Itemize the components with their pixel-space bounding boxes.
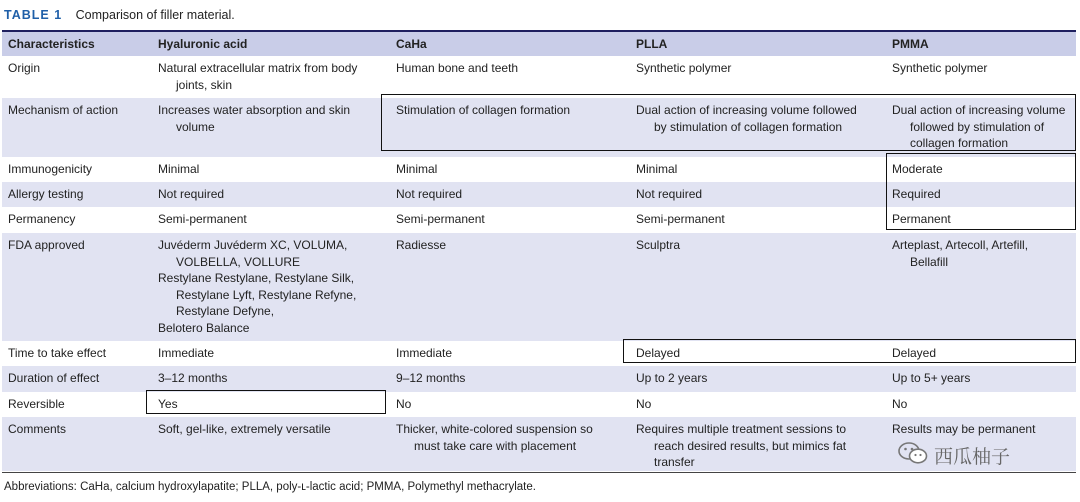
table-cell: [630, 207, 886, 233]
highlight-box-reversible: [146, 390, 386, 414]
highlight-box-pmma: [886, 153, 1076, 230]
cell-line: Delayed: [892, 346, 937, 360]
table-cell: [630, 417, 886, 471]
table-cell: [152, 341, 390, 366]
cell-line: No: [396, 397, 412, 411]
table-cell: [390, 157, 630, 182]
cell-line: No: [636, 397, 652, 411]
cell-line: Not required: [158, 187, 225, 201]
cell-line: Semi-permanent: [636, 212, 725, 226]
table-cell: [630, 366, 886, 392]
cell-line: 3–12 months: [158, 371, 228, 385]
cell-line: Semi-permanent: [158, 212, 247, 226]
cell-line: Up to 5+ years: [892, 371, 971, 385]
cell-line: Radiesse: [396, 238, 447, 252]
highlight-box-mechanism: [381, 94, 1076, 151]
row-label-cell: Immunogenicity: [8, 162, 93, 176]
cell-line: Delayed: [636, 346, 681, 360]
cell-line: Synthetic polymer: [892, 61, 988, 75]
table-bottom-rule: [2, 472, 1076, 473]
row-label-cell: Reversible: [8, 397, 65, 411]
table-cell: [630, 157, 886, 182]
table-cell: [390, 56, 630, 98]
cell-line: followed by stimulation of: [910, 119, 1045, 134]
cell-line: Dual action of increasing volume: [892, 103, 1066, 117]
row-label-cell: FDA approved: [8, 238, 85, 252]
cell-line: Permanent: [892, 212, 951, 226]
cell-line: Minimal: [396, 162, 438, 176]
cell-line: Juvéderm Juvéderm XC, VOLUMA,: [158, 238, 348, 252]
table-cell: [152, 366, 390, 392]
table-cell: [390, 233, 630, 341]
cell-line: 9–12 months: [396, 371, 466, 385]
table-cell: [390, 392, 630, 417]
cell-line: Minimal: [636, 162, 678, 176]
table-cell: [630, 56, 886, 98]
cell-line: Not required: [636, 187, 703, 201]
table-cell: [152, 157, 390, 182]
cell-line: Not required: [396, 187, 463, 201]
header-cell: PLLA: [630, 31, 886, 56]
cell-line: volume: [176, 119, 215, 134]
cell-line: Soft, gel-like, extremely versatile: [158, 422, 331, 436]
table-cell: [886, 366, 1076, 392]
cell-line: Stimulation of collagen formation: [396, 103, 571, 117]
cell-line: No: [892, 397, 908, 411]
table-header-row: [2, 31, 1076, 56]
table-cell: [390, 182, 630, 207]
cell-line: Yes: [158, 397, 178, 411]
table-cell: [152, 207, 390, 233]
cell-line: transfer: [654, 455, 695, 469]
cell-line: Up to 2 years: [636, 371, 708, 385]
row-label-cell: Permanency: [8, 212, 76, 226]
cell-line: must take care with placement: [414, 438, 577, 453]
highlight-box-delayed: [623, 339, 1076, 363]
watermark-text: 西瓜柚子: [934, 446, 1011, 468]
cell-line: Required: [892, 187, 941, 201]
row-label-cell: Time to take effect: [8, 346, 107, 360]
table-cell: [152, 182, 390, 207]
cell-line: Dual action of increasing volume followed: [636, 103, 857, 117]
table-caption-text: Comparison of filler material.: [75, 8, 235, 22]
table-cell: [152, 56, 390, 98]
header-cell: Hyaluronic acid: [152, 31, 390, 56]
cell-line: Sculptra: [636, 238, 681, 252]
cell-line: Immediate: [158, 346, 215, 360]
table-row: [2, 233, 1076, 341]
cell-line: VOLBELLA, VOLLURE: [176, 254, 301, 269]
watermark: [898, 441, 1010, 470]
cell-line: reach desired results, but mimics fat: [654, 438, 847, 453]
table-cell: [886, 392, 1076, 417]
table-row: [2, 366, 1076, 392]
row-label-cell: Allergy testing: [8, 187, 84, 201]
cell-line: Arteplast, Artecoll, Artefill,: [892, 238, 1029, 252]
cell-line: Moderate: [892, 162, 943, 176]
table-cell: [630, 182, 886, 207]
table-cell: [886, 233, 1076, 341]
cell-line: collagen formation: [910, 136, 1009, 150]
cell-line: Thicker, white-colored suspension so: [396, 422, 593, 436]
cell-line: Minimal: [158, 162, 200, 176]
cell-line: Requires multiple treatment sessions to: [636, 422, 847, 436]
table-cell: [152, 233, 390, 341]
cell-line: Immediate: [396, 346, 453, 360]
table-cell: [152, 417, 390, 471]
table-caption: [4, 8, 235, 22]
table-cell: [630, 233, 886, 341]
cell-line: Results may be permanent: [892, 422, 1036, 436]
cell-line: Restylane Restylane, Restylane Silk,: [158, 271, 355, 285]
row-label-cell: Mechanism of action: [8, 103, 119, 117]
table-cell: [390, 341, 630, 366]
row-label-cell: Comments: [8, 422, 67, 436]
header-cell: PMMA: [886, 31, 1076, 56]
cell-line: Restylane Lyft, Restylane Refyne,: [176, 287, 357, 302]
header-cell: CaHa: [390, 31, 630, 56]
table-cell: [630, 392, 886, 417]
cell-line: Belotero Balance: [158, 320, 250, 335]
table-label: TABLE 1: [4, 8, 63, 22]
table-cell: [390, 366, 630, 392]
table-cell: [390, 207, 630, 233]
cell-line: Bellafill: [910, 254, 949, 269]
cell-line: Natural extracellular matrix from body: [158, 61, 358, 75]
table-cell: [390, 417, 630, 471]
abbreviations-note: Abbreviations: CaHa, calcium hydroxylapatite; PLLA, poly-ʟ-lactic acid; PMMA, Polymethyl methacrylate.: [4, 481, 536, 493]
cell-line: Restylane Defyne,: [176, 304, 275, 318]
cell-line: joints, skin: [176, 77, 233, 92]
table-row: [2, 56, 1076, 98]
row-label-cell: Origin: [8, 61, 41, 75]
cell-line: by stimulation of collagen formation: [654, 119, 843, 134]
cell-line: Increases water absorption and skin: [158, 103, 351, 117]
table-cell: [886, 56, 1076, 98]
cell-line: Synthetic polymer: [636, 61, 732, 75]
header-cell: Characteristics: [2, 31, 152, 56]
cell-line: Semi-permanent: [396, 212, 485, 226]
wechat-icon: [898, 441, 928, 470]
row-label-cell: Duration of effect: [8, 371, 100, 385]
cell-line: Human bone and teeth: [396, 61, 519, 75]
table-cell: [152, 98, 390, 157]
